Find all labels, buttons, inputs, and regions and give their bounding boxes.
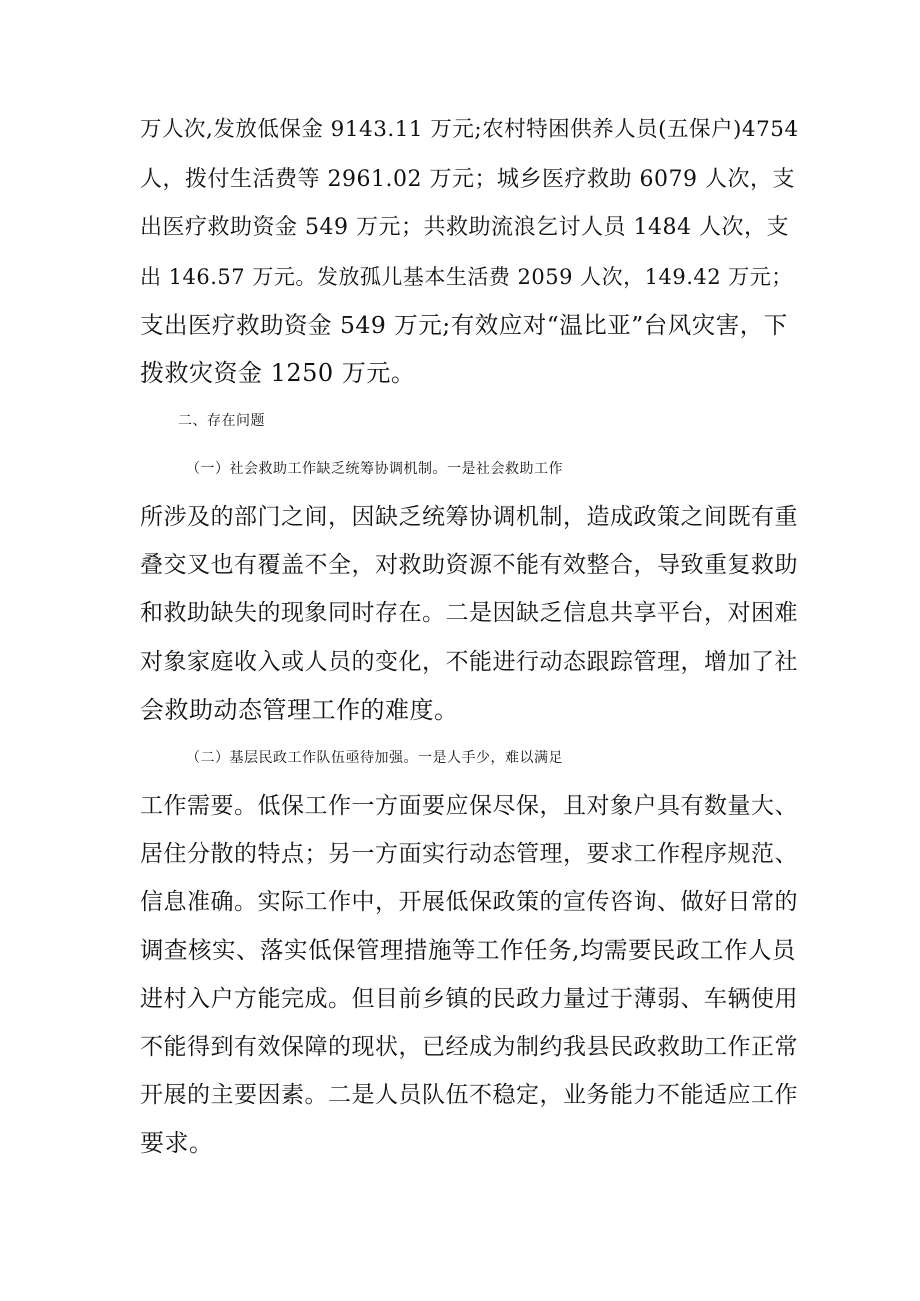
text-line: 工作需要。低保工作一方面要应保尽保，且对象户具有数量大、 [140,793,798,819]
text-line: 居住分散的特点；另一方面实行动态管理，要求工作程序规范、 [140,841,798,867]
text-line: 对象家庭收入或人员的变化，不能进行动态跟踪管理，增加了社 [140,649,798,675]
text-line: 叠交叉也有覆盖不全，对救助资源不能有效整合，导致重复救助 [140,552,798,578]
text-line: 支出医疗救助资金 549 万元;有效应对“温比亚”台风灾害，下 [140,311,788,339]
text-line: 拨救灾资金 1250 万元。 [140,359,416,387]
text-line: 要求。 [140,1129,214,1157]
text-line: 所涉及的部门之间，因缺乏统筹协调机制，造成政策之间既有重 [140,504,798,530]
section-heading: 二、存在问题 [178,413,265,429]
text-line: 和救助缺失的现象同时存在。二是因缺乏信息共享平台，对困难 [140,600,798,626]
text-line: 开展的主要因素。二是人员队伍不稳定，业务能力不能适应工作 [140,1082,798,1108]
text-line: 出 146.57 万元。发放孤儿基本生活费 2059 人次，149.42 万元； [140,265,793,289]
text-line: 调查核实、落实低保管理措施等工作任务,均需要民政工作人员 [140,936,796,964]
text-line: （一）社会救助工作缺乏统筹协调机制。一是社会救助工作 [186,461,563,477]
text-line: （二）基层民政工作队伍亟待加强。一是人手少，难以满足 [186,750,563,766]
text-line: 进村入户方能完成。但目前乡镇的民政力量过于薄弱、车辆使用 [140,986,798,1012]
text-line: 出医疗救助资金 549 万元；共救助流浪乞讨人员 1484 人次，支 [140,215,789,240]
text-line: 不能得到有效保障的现状，已经成为制约我县民政救助工作正常 [140,1034,798,1060]
text-line: 人，拨付生活费等 2961.02 万元；城乡医疗救助 6079 人次，支 [140,167,795,192]
text-line: 会救助动态管理工作的难度。 [140,696,459,724]
text-line: 信息准确。实际工作中，开展低保政策的宣传咨询、做好日常的 [140,889,798,915]
text-line: 万人次,发放低保金 9143.11 万元;农村特困供养人员(五保户)4754 [140,117,799,142]
